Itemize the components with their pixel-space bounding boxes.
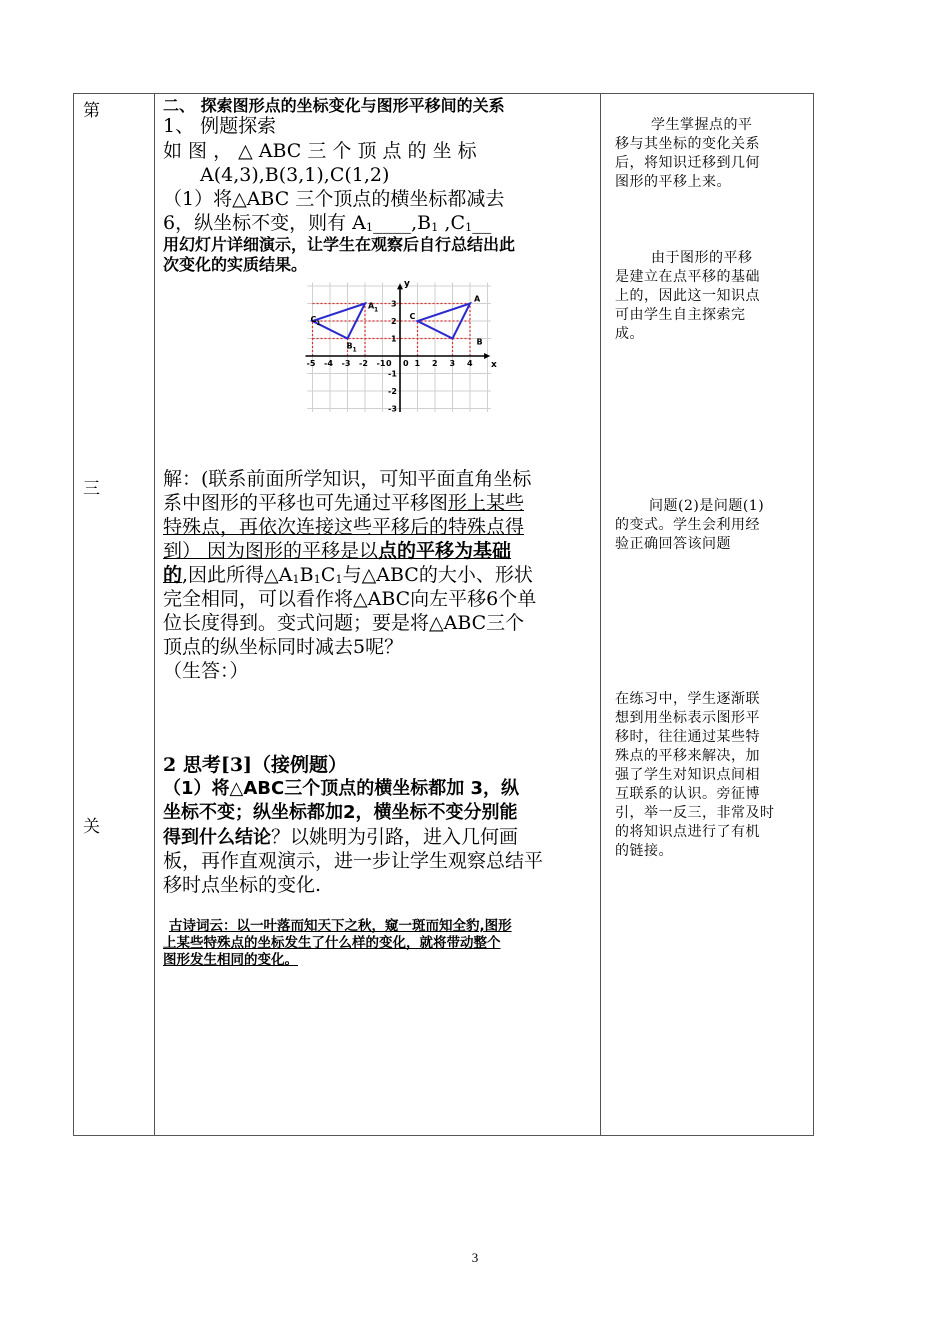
note-line: 的将知识点进行了有机: [615, 824, 760, 840]
y-tick-label: 2: [391, 317, 397, 326]
text: C: [320, 564, 336, 586]
y-tick-label: -2: [388, 387, 397, 396]
vertex-label-a1: A: [368, 301, 375, 311]
x-tick-label: 0: [386, 359, 392, 368]
subscript: 1: [292, 572, 300, 586]
note-line: 验正确回答该问题: [615, 536, 731, 552]
y-axis-label: y: [404, 279, 410, 289]
note-line: 移时，往往通过某些特: [615, 729, 760, 745]
note-line: 是建立在点平移的基础: [615, 269, 760, 285]
text: ？以姚明为引路，进入几何画: [271, 826, 519, 848]
subheading: 1、 例题探索: [163, 115, 277, 137]
note-line: 的链接。: [615, 843, 673, 859]
note-line: 后，将知识迁移到几何: [615, 155, 760, 171]
subscript: 1: [313, 572, 321, 586]
y-tick-label: 1: [391, 334, 397, 344]
example-coords: A(4,3),B(3,1),C(1,2): [200, 164, 390, 186]
vertex-label-b: B: [476, 337, 483, 347]
solution-line: [163, 491, 524, 515]
vertex-label-c1: C: [310, 315, 317, 324]
note-line: 可由学生自主探索完: [615, 307, 746, 323]
subscript: 1: [365, 220, 374, 234]
note-line: 移与其坐标的变化关系: [615, 136, 760, 152]
x-axis-label: x: [491, 360, 497, 370]
vertex-subscript: 1: [316, 320, 321, 327]
text: __: [472, 212, 492, 234]
emphasis-text: 点的平移为基础: [378, 540, 512, 562]
underlined-text: 到） 因为图形的平移是以: [163, 540, 379, 562]
note-line: 互联系的认识。旁征博: [615, 786, 760, 802]
poem-quote: 上某些特殊点的坐标发生了什么样的变化，就将带动整个: [163, 935, 501, 951]
origin-label: 0: [403, 359, 409, 368]
stage-char: 第: [83, 101, 100, 121]
question-1: （1）将△ABC 三个顶点的横坐标都减去: [163, 188, 505, 210]
solution-line: [163, 539, 511, 563]
demo-note: 用幻灯片详细演示，让学生在观察后自行总结出此: [163, 235, 516, 254]
note-line: 强了学生对知识点间相: [615, 767, 760, 783]
y-tick-label: -3: [388, 404, 397, 414]
section-heading: 二、 探索图形点的坐标变化与图形平移间的关系: [163, 96, 505, 115]
subscript: 1: [465, 220, 473, 234]
x-tick-label: -1: [376, 359, 386, 368]
solution-line: 解：(联系前面所学知识，可知平面直角坐标: [163, 468, 532, 490]
note-line: 由于图形的平移: [651, 250, 753, 266]
think-title: 2 思考[3]（接例题）: [163, 754, 348, 776]
axes: [306, 283, 491, 412]
subscript: 1: [431, 220, 439, 234]
note-line: 的变式。学生会利用经: [615, 517, 760, 533]
note-line: 引，举一反三，非常及时: [615, 805, 775, 821]
vertex-label-a: A: [474, 294, 481, 304]
vertex-label-b1: B: [346, 341, 353, 351]
y-tick-label: 3: [391, 299, 397, 309]
think-text: 移时点坐标的变化.: [163, 874, 322, 896]
x-tick-label: 2: [432, 359, 438, 368]
note-line: 想到用坐标表示图形平: [615, 710, 760, 726]
solution-line: 特殊点，再依次连接这些平移后的特殊点得: [163, 516, 525, 538]
poem-quote: 图形发生相同的变化。: [163, 952, 298, 968]
stage-char: 三: [83, 479, 100, 499]
text: ,C: [438, 212, 465, 234]
x-tick-label: -3: [341, 359, 351, 368]
underlined-text: 形上某些: [448, 492, 525, 514]
x-tick-label: -5: [306, 359, 316, 368]
note-line: 在练习中，学生逐渐联: [615, 691, 760, 707]
stage-column: [74, 94, 154, 1135]
emphasis-text: 的: [163, 564, 183, 586]
text: B: [299, 564, 314, 586]
text: ____,B: [373, 212, 432, 234]
x-tick-label: -2: [359, 359, 368, 368]
text: 与△ABC的大小、形状: [342, 564, 533, 586]
page-number: 3: [471, 1250, 479, 1265]
solution-line: 位长度得到。变式问题；要是将△ABC三个: [163, 612, 525, 634]
coordinate-graph: [295, 276, 495, 416]
x-tick-label: 1: [414, 359, 421, 368]
subscript: 1: [335, 572, 343, 586]
vertex-label-c: C: [409, 312, 416, 321]
solution-line: 顶点的纵坐标同时减去5呢？: [163, 636, 404, 658]
text: 系中图形的平移也可先通过平移图: [163, 492, 449, 514]
x-tick-label: -4: [324, 359, 333, 368]
note-line: 殊点的平移来解决，加: [615, 748, 760, 764]
x-tick-label: 4: [467, 359, 473, 368]
stage-char: 关: [83, 817, 100, 837]
demo-note-cont: 次变化的实质结果。: [163, 255, 308, 274]
text: ,因此所得△A: [182, 564, 293, 586]
note-line: 学生掌握点的平: [651, 117, 753, 133]
grid: [307, 283, 491, 413]
x-tick-label: 3: [449, 359, 456, 368]
note-line: 问题(2)是问题(1): [649, 498, 765, 514]
y-tick-label: -1: [388, 369, 397, 379]
note-line: 图形的平移上来。: [615, 174, 731, 190]
think-question: [163, 825, 518, 850]
think-question: （1）将△ABC三个顶点的横坐标都加 3，纵: [163, 778, 520, 799]
notes-column: [601, 94, 815, 1135]
lesson-table: [73, 93, 814, 1136]
example-text: 如 图 ， △ ABC 三 个 顶 点 的 坐 标: [163, 140, 477, 162]
think-text: 板，再作直观演示，进一步让学生观察总结平: [163, 850, 544, 872]
text: 6，纵坐标不变，则有 A: [163, 212, 366, 234]
content-column: [155, 94, 600, 1135]
student-answer: （生答：）: [163, 660, 249, 682]
graph-labels: [307, 279, 498, 414]
think-question: 坐标不变；纵坐标都加2，横坐标不变分别能: [163, 802, 518, 823]
solution-line: 完全相同，可以看作将△ABC向左平移6个单: [163, 588, 537, 610]
vertex-subscript: 1: [374, 306, 379, 314]
note-line: 上的，因此这一知识点: [615, 288, 760, 304]
vertex-subscript: 1: [352, 346, 357, 354]
note-line: 成。: [615, 326, 644, 342]
emphasis-text: 得到什么结论: [163, 827, 271, 848]
poem-quote: 古诗词云：以一叶落而知天下之秋，窥一斑而知全豹,图形: [169, 918, 512, 934]
